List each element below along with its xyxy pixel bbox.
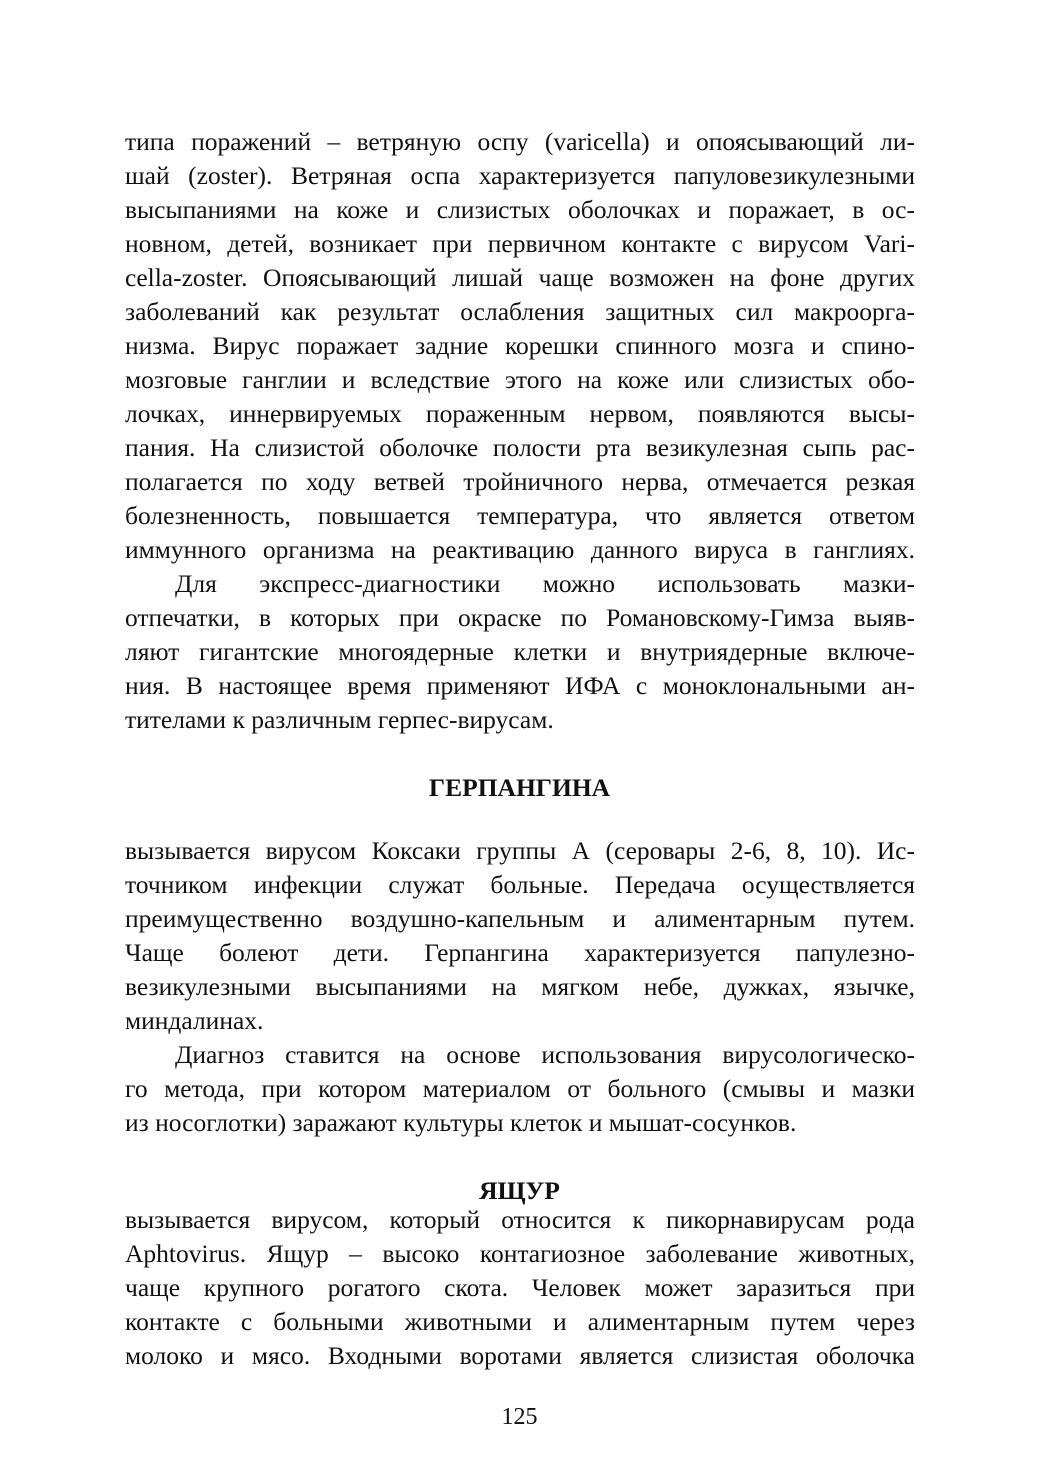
text-line: cella-zoster. Опоясывающий лишай чаще возможен на фоне других xyxy=(125,263,915,292)
text-line: мозговые ганглии и вследствие этого на коже или слизистых обо- xyxy=(125,365,915,394)
page-number: 125 xyxy=(501,1404,538,1430)
text-line: низма. Вирус поражает задние корешки спинного мозга и спино- xyxy=(125,331,915,360)
text-line: вызывается вирусом, который относится к пикорнавирусам рода xyxy=(125,1205,915,1234)
section-heading: ЯЩУР xyxy=(479,1176,560,1205)
text-line: отпечатки, в которых при окраске по Романовскому-Гимза выяв- xyxy=(125,603,915,632)
text-line: Диагноз ставится на основе использования вирусологическо- xyxy=(175,1040,915,1069)
text-line: тителами к различным герпес-вирусам. xyxy=(125,705,554,734)
text-line: Чаще болеют дети. Герпангина характеризуется папулезно- xyxy=(125,938,915,967)
text-line: контакте с больными животными и алиментарным путем через xyxy=(125,1307,915,1336)
text-line: точником инфекции служат больные. Передача осуществляется xyxy=(125,870,915,899)
text-line: вызывается вирусом Коксаки группы А (серовары 2-6, 8, 10). Ис- xyxy=(125,836,915,865)
text-line: типа поражений – ветряную оспу (varicella) и опоясывающий ли- xyxy=(125,127,915,156)
text-line: полагается по ходу ветвей тройничного нерва, отмечается резкая xyxy=(125,467,915,496)
text-line: преимущественно воздушно-капельным и алиментарным путем. xyxy=(125,904,915,933)
text-line: болезненность, повышается температура, что является ответом xyxy=(125,501,915,530)
text-line: заболеваний как результат ослабления защитных сил макроорга- xyxy=(125,297,915,326)
text-line: Aphtovirus. Ящур – высоко контагиозное заболевание животных, xyxy=(125,1239,915,1268)
text-line: везикулезными высыпаниями на мягком небе, дужках, язычке, xyxy=(125,972,915,1001)
text-line: чаще крупного рогатого скота. Человек может заразиться при xyxy=(125,1273,915,1302)
text-line: шай (zoster). Ветряная оспа характеризуется папуловезикулезными xyxy=(125,161,915,190)
text-line: пания. На слизистой оболочке полости рта везикулезная сыпь рас- xyxy=(125,433,915,462)
text-line: лочках, иннервируемых пораженным нервом, появляются высы- xyxy=(125,399,915,428)
text-line: Для экспресс-диагностики можно использовать мазки- xyxy=(175,569,915,598)
section-heading: ГЕРПАНГИНА xyxy=(428,773,611,802)
text-line: миндалинах. xyxy=(125,1006,264,1035)
text-line: иммунного организма на реактивацию данного вируса в ганглиях. xyxy=(125,535,915,564)
text-line: ния. В настоящее время применяют ИФА с моноклональными ан- xyxy=(125,671,915,700)
text-line: высыпаниями на коже и слизистых оболочках и поражает, в ос- xyxy=(125,195,915,224)
text-line: молоко и мясо. Входными воротами является слизистая оболочка xyxy=(125,1341,915,1370)
text-line: ляют гигантские многоядерные клетки и внутриядерные включе- xyxy=(125,637,915,666)
text-line: го метода, при котором материалом от больного (смывы и мазки xyxy=(125,1074,915,1103)
text-line: из носоглотки) заражают культуры клеток и мышат-сосунков. xyxy=(125,1108,797,1137)
text-line: новном, детей, возникает при первичном контакте с вирусом Vari- xyxy=(125,229,915,258)
